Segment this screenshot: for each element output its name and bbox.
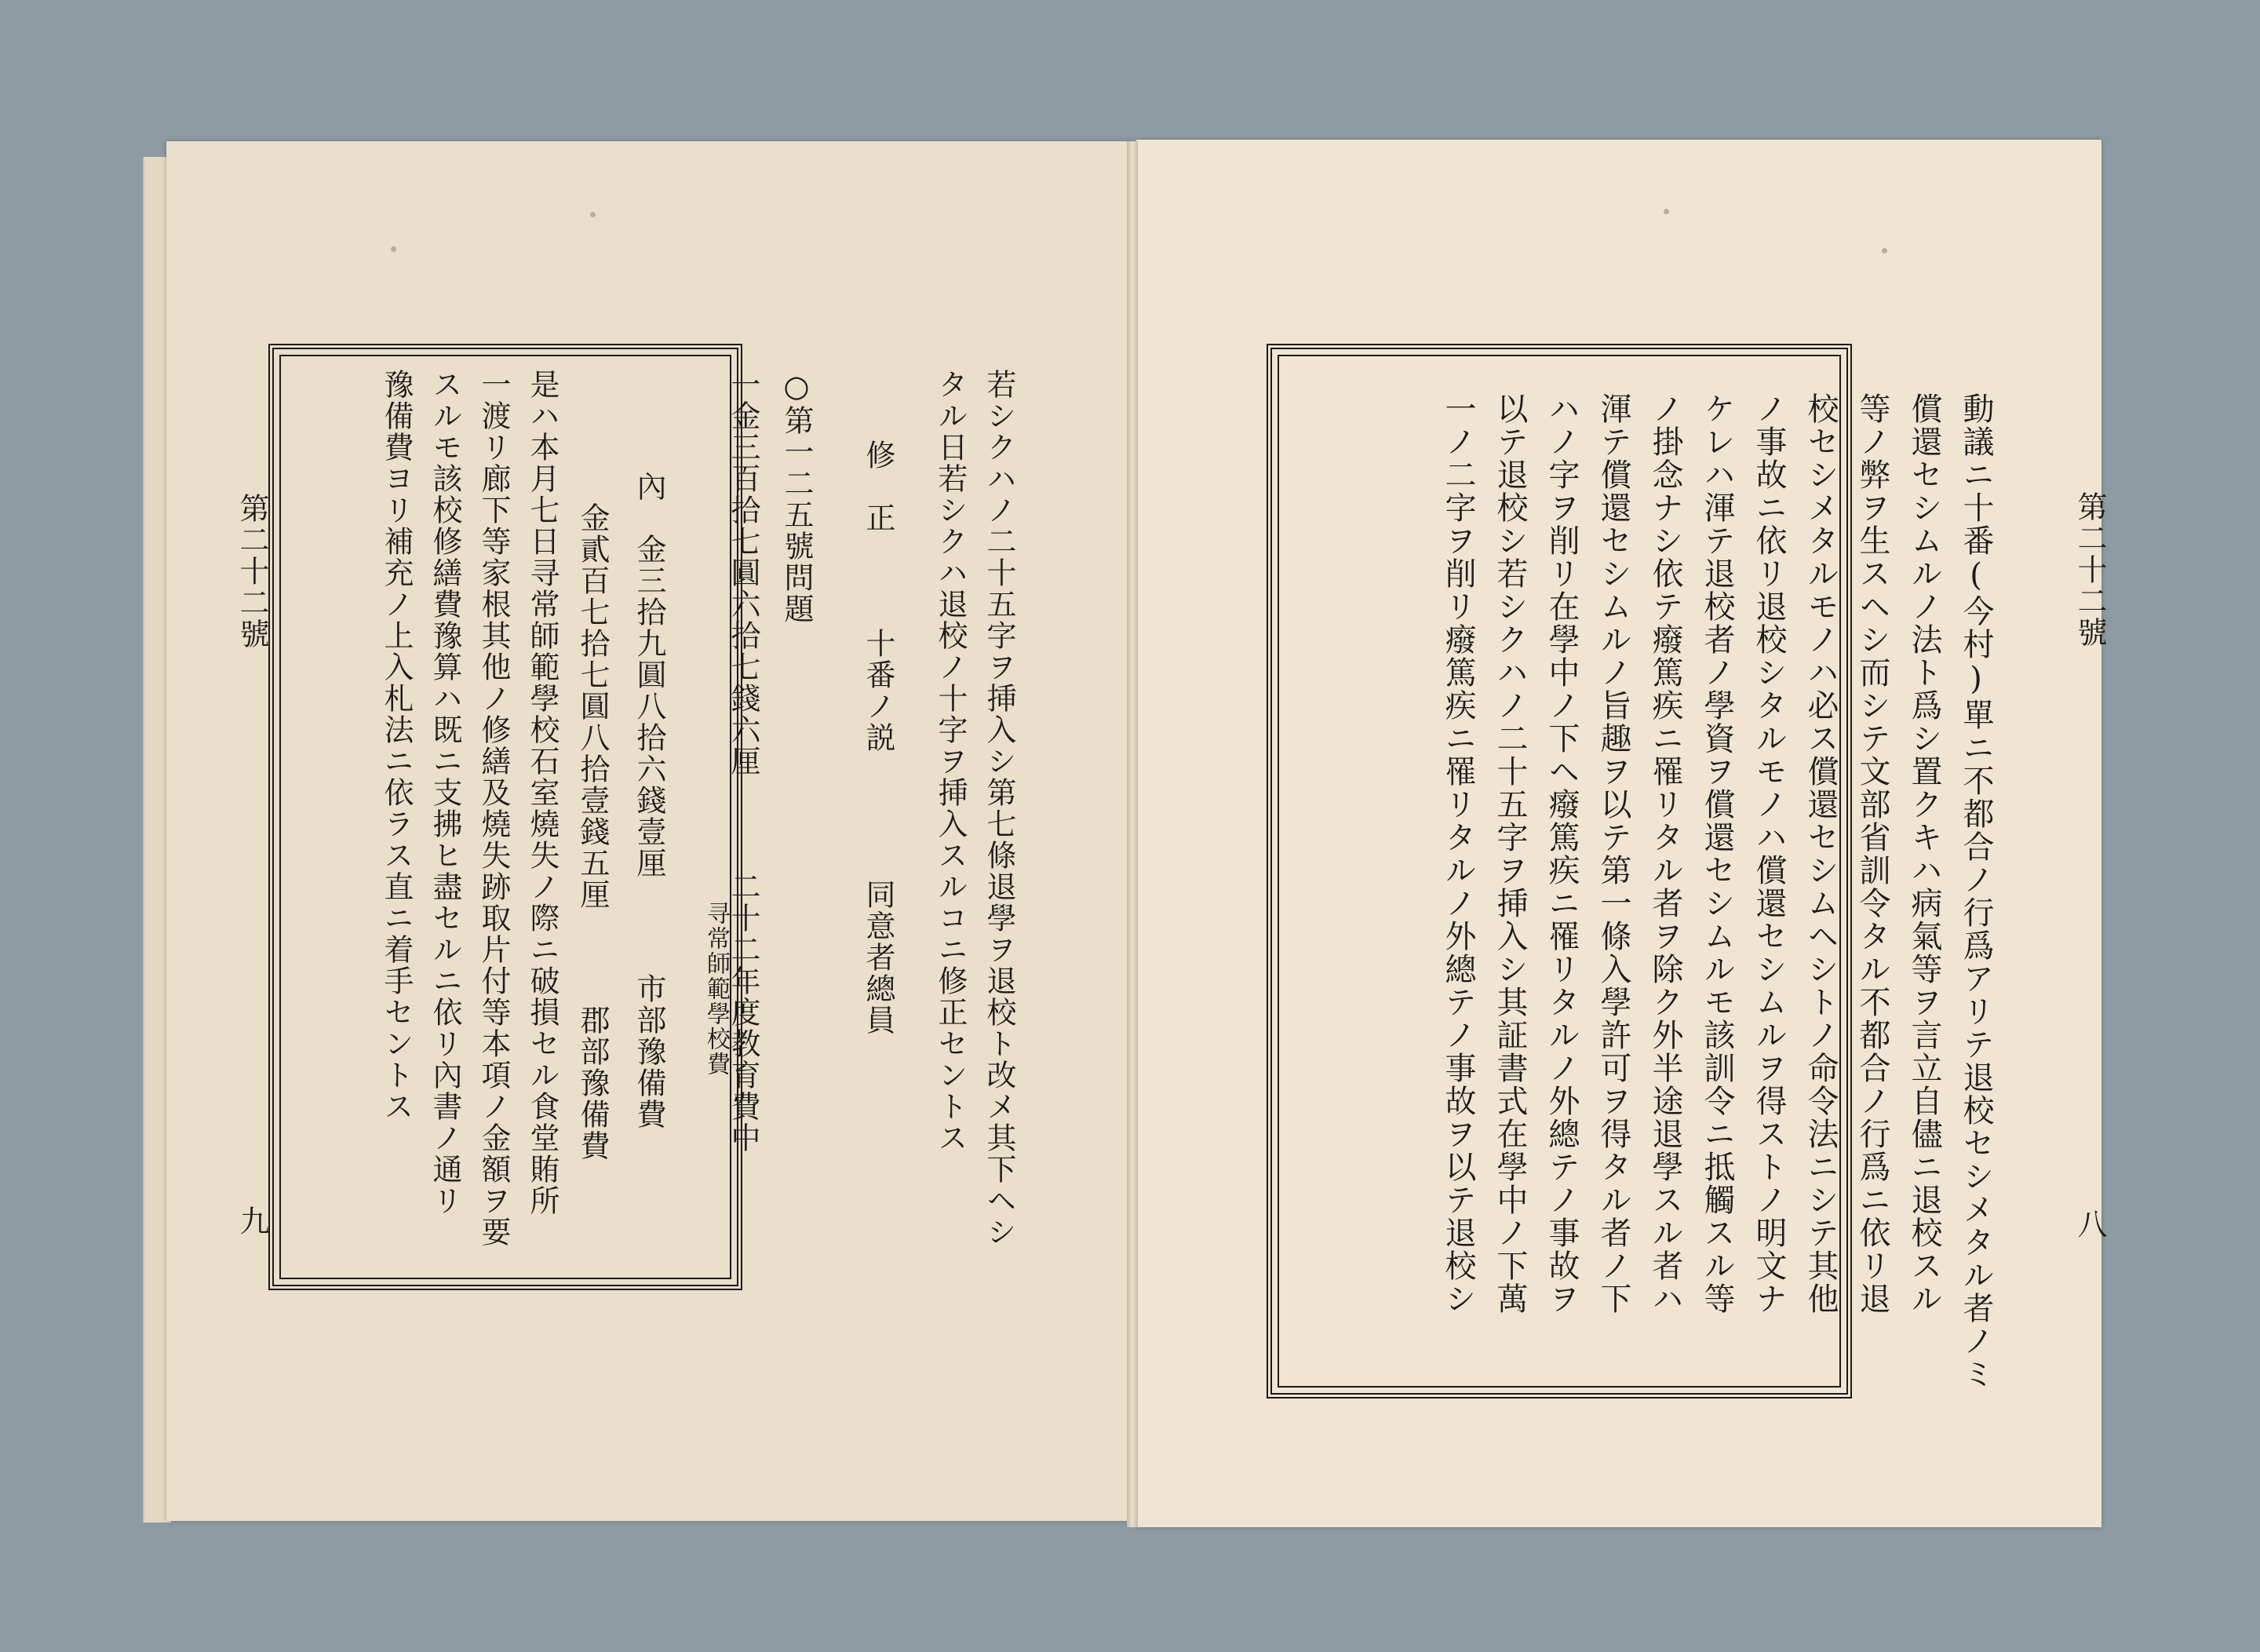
left-text-column: 金貳百七拾七圓八拾壹錢五厘 郡部豫備費 [575,502,610,1162]
left-text-column: 內 金三拾九圓八拾六錢壹厘 市部豫備費 [632,471,666,1130]
right-text-column: ケレハ渾テ退校者ノ學資ヲ償還セシムルモ該訓令ニ抵觸スル等 [1699,392,1735,1315]
binding-hole [391,246,396,252]
right-text-column: 等ノ弊ヲ生スヘシ而シテ文部省訓令タル不都合ノ行爲ニ依リ退 [1854,392,1890,1315]
right-text-column: 校セシメタルモノハ必ス償還セシムヘシトノ命令法ニシテ其他 [1803,392,1839,1315]
right-text-column: 一ノ二字ヲ削リ癈篤疾ニ罹リタルノ外總テノ事故ヲ以テ退校シ [1440,392,1476,1315]
binding-hole [590,212,596,217]
right-running-header: 第二十二號 [2072,491,2107,648]
left-page-number: 九 [235,1205,269,1237]
book-gutter [1127,141,1138,1527]
right-text-column: 動議ニ十番(今村)單ニ不都合ノ行爲アリテ退校セシメタル者ノミ [1958,392,1994,1391]
left-text-column: ○第一二五號問題 [779,369,814,625]
right-page-number: 八 [2072,1209,2107,1240]
left-text-column: タル日若シクハ退校ノ十字ヲ挿入スルコニ修正セントス [933,369,968,1154]
right-text-column: ノ事故ニ依リ退校シタルモノハ償還セシムルヲ得ストノ明文ナ [1751,392,1787,1315]
binding-hole [1882,248,1887,253]
left-running-header: 第二十二號 [235,493,269,650]
left-text-column: 修 正 十番ノ説 同意者總員 [861,439,895,1036]
left-text-column: 若シクハノ二十五字ヲ挿入シ第七條退學ヲ退校ト改メ其下ヘシ [982,369,1016,1248]
left-text-column: スルモ該校修繕費豫算ハ既ニ支拂ヒ盡セルニ依リ內書ノ通リ [428,369,462,1216]
right-text-column: 以テ退校シ若シクハノ二十五字ヲ挿入シ其証書式在學中ノ下萬 [1492,392,1528,1315]
left-text-column: 一渡リ廊下等家根其他ノ修繕及燒失跡取片付等本項ノ金額ヲ要 [476,369,511,1248]
right-text-column: ハノ字ヲ削リ在學中ノ下ヘ癈篤疾ニ罹リタルノ外總テノ事故ヲ [1544,392,1580,1315]
binding-hole [1664,209,1669,214]
left-text-column: 一金三百拾七圓六拾七錢六厘 二十二年度教育費中 [726,369,760,1154]
right-text-column: ノ掛念ナシ依テ癈篤疾ニ罹リタル者ヲ除ク外半途退學スル者ハ [1647,392,1683,1315]
left-text-column: 豫備費ヨリ補充ノ上入札法ニ依ラス直ニ着手セントス [379,369,414,1122]
right-text-column: 償還セシムルノ法ト爲シ置クキハ病氣等ヲ言立自儘ニ退校スル [1906,392,1942,1315]
left-text-column: 寻常師範學校費 [702,901,730,1077]
left-text-column: 是ハ本月七日寻常師範學校石室燒失ノ際ニ破損セル食堂賄所 [525,369,560,1216]
right-text-column: 渾テ償還セシムルノ旨趣ヲ以テ第一條入學許可ヲ得タル者ノ下 [1595,392,1631,1315]
